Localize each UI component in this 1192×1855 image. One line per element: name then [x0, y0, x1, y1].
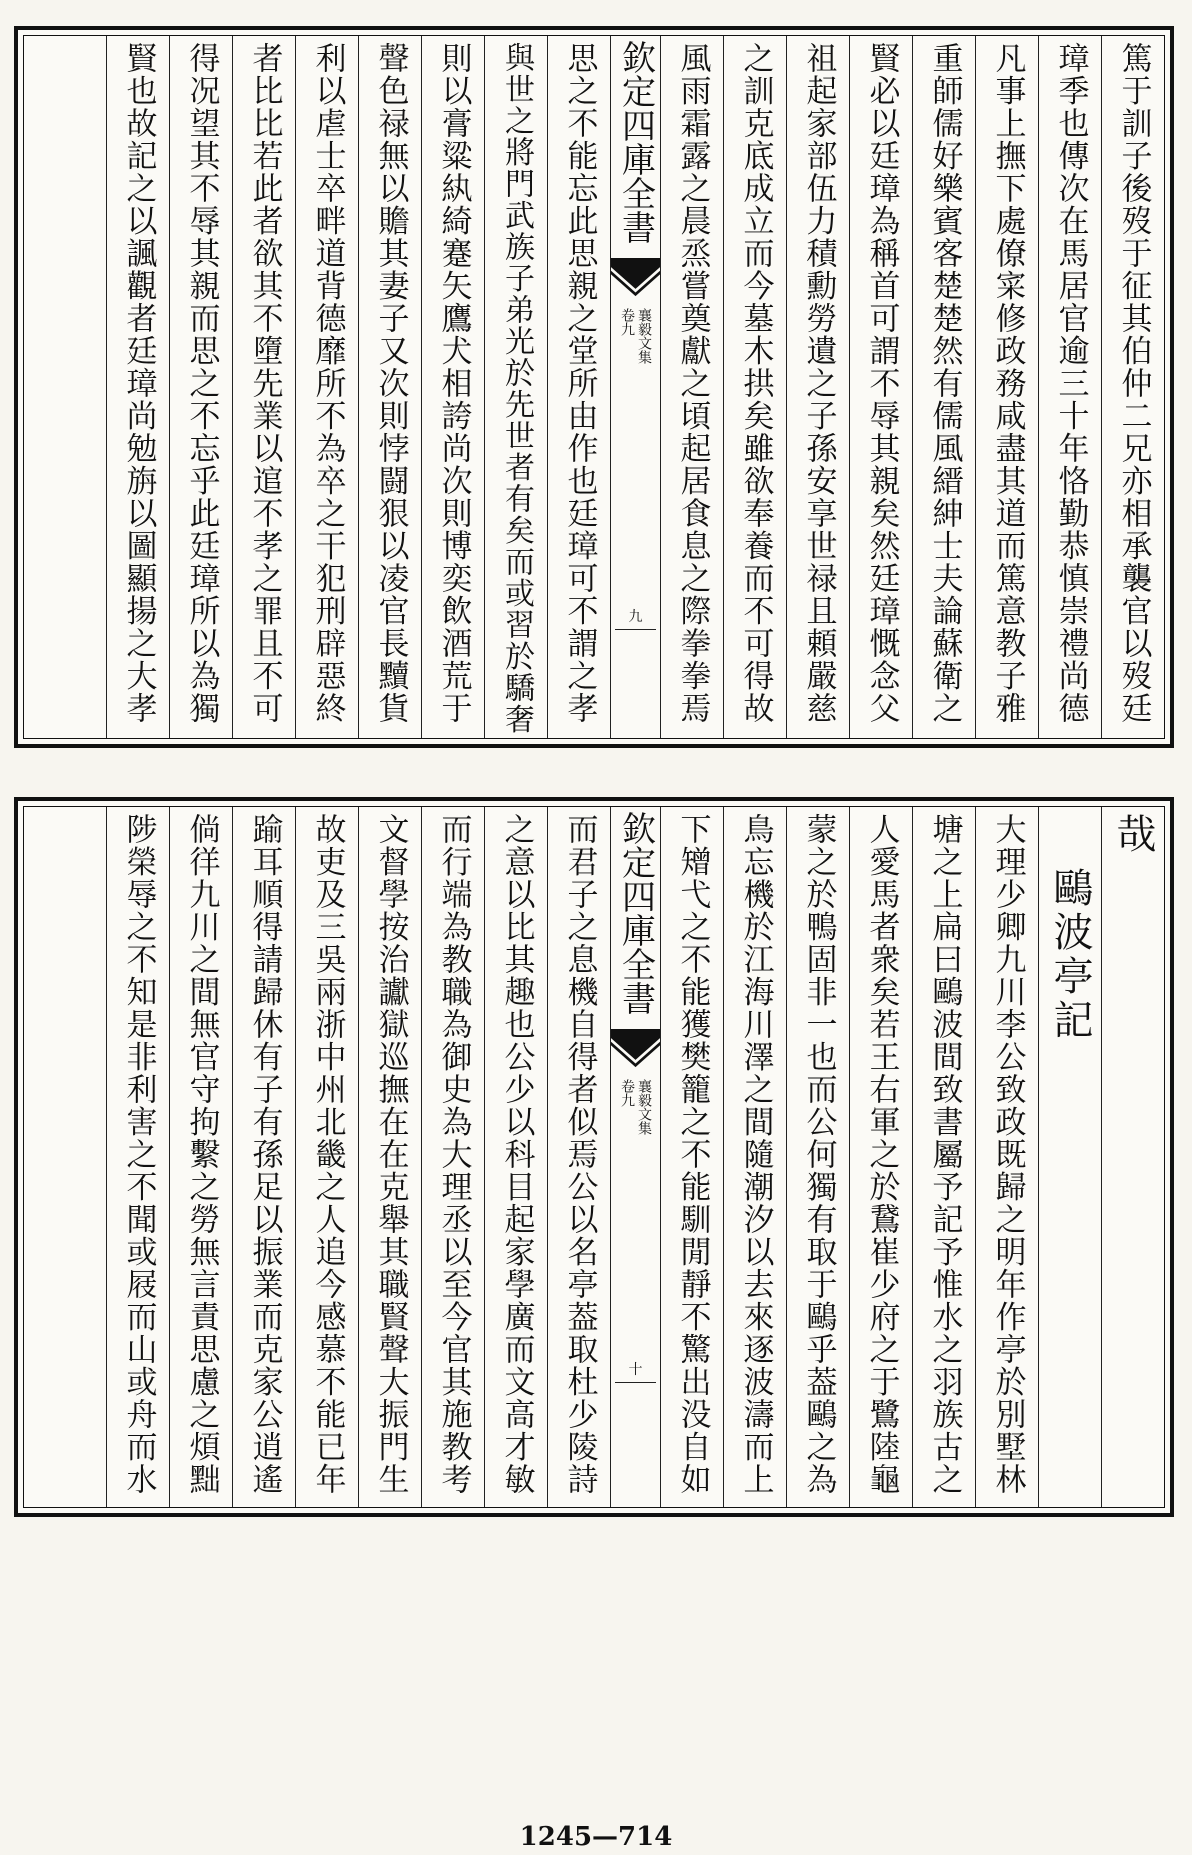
leaf-number-rule	[615, 1382, 656, 1383]
text-column	[232, 807, 295, 1507]
text-column	[1101, 36, 1164, 738]
column-text: 思之不能忘此思親之堂所由作也廷璋可不謂之孝	[561, 42, 598, 725]
text-column	[358, 36, 421, 738]
text-column	[358, 807, 421, 1507]
column-text: 者比比若此者欲其不墮先業以逭不孝之罪且不可	[246, 42, 283, 725]
text-column	[421, 807, 484, 1507]
text-column	[169, 807, 232, 1507]
column-text: 下矰弋之不能獲樊籠之不能馴閒靜不驚出没自如	[674, 813, 711, 1496]
column-text: 踰耳順得請歸休有子有孫足以振業而克家公逍遙	[246, 813, 283, 1496]
column-text: 重師儒好樂賓客楚楚然有儒風縉紳士夫論蘇衛之	[926, 42, 963, 725]
column-text: 賢必以廷璋為稱首可謂不辱其親矣然廷璋慨念父	[863, 42, 900, 725]
text-column	[975, 807, 1038, 1507]
leaf-number: 九	[628, 609, 643, 625]
text-column	[169, 36, 232, 738]
column-text: 哉	[1110, 813, 1156, 855]
text-column	[547, 807, 610, 1507]
column-text: 大理少卿九川李公致政既歸之明年作亭於別墅林	[989, 813, 1026, 1496]
column-text: 塘之上扁曰鷗波間致書屬予記予惟水之羽族古之	[926, 813, 963, 1496]
column-text: 賢也故記之以諷觀者廷璋尚勉旃以圖顯揚之大孝	[120, 42, 157, 725]
fish-tail-mark	[611, 258, 660, 298]
column-text: 故吏及三吳兩浙中州北畿之人追今感慕不能已年	[309, 813, 346, 1496]
book-title: 欽定四庫全書	[615, 811, 656, 1015]
page-inner-frame	[23, 806, 1165, 1508]
essay-title: 鷗波亭記	[1047, 867, 1093, 1043]
page-inner-frame	[23, 35, 1165, 739]
text-column	[1038, 36, 1101, 738]
column-text: 則以膏粱紈綺蹇矢鷹犬相誇尚次則博奕飲酒荒于	[435, 42, 472, 725]
collection-label	[620, 308, 651, 364]
column-text: 文督學按治讞獄巡撫在在克舉其職賢聲大振門生	[372, 813, 409, 1496]
text-column	[849, 36, 912, 738]
column-text: 人愛馬者衆矣若王右軍之於鵞崔少府之于鷺陸龜	[863, 813, 900, 1496]
collection-label-part: 襄毅文集	[636, 1079, 652, 1135]
text-column	[660, 807, 723, 1507]
collection-label	[620, 1079, 651, 1135]
collection-label-part: 襄毅文集	[636, 308, 652, 364]
column-text: 篤于訓子後歿于征其伯仲二兄亦相承襲官以歿廷	[1115, 42, 1152, 725]
column-text: 祖起家部伍力積勳勞遺之子孫安享世禄且頼嚴慈	[800, 42, 837, 725]
text-column	[660, 36, 723, 738]
bottom-page-panel	[14, 797, 1174, 1517]
text-column	[975, 36, 1038, 738]
text-column	[786, 807, 849, 1507]
column-text: 凡事上撫下處僚寀修政務咸盡其道而篤意教子雅	[989, 42, 1026, 725]
column-text: 蒙之於鴨固非一也而公何獨有取于鷗乎葢鷗之為	[800, 813, 837, 1496]
text-column	[295, 36, 358, 738]
leaf-number-rule	[615, 629, 656, 630]
text-column	[912, 807, 975, 1507]
text-column	[786, 36, 849, 738]
text-column	[295, 807, 358, 1507]
column-text: 聲色禄無以贍其妻子又次則悖闘狠以凌官長黷貨	[372, 42, 409, 725]
text-column	[849, 807, 912, 1507]
essay-title-column	[1038, 807, 1101, 1507]
text-column	[421, 36, 484, 738]
column-text: 璋季也傳次在馬居官逾三十年恪勤恭慎崇禮尚德	[1052, 42, 1089, 725]
column-text: 得况望其不辱其親而思之不忘乎此廷璋所以為獨	[183, 42, 220, 725]
column-text: 倘徉九川之間無官守拘繫之勞無言責思慮之煩黜	[183, 813, 220, 1496]
text-column	[106, 807, 169, 1507]
text-column	[106, 36, 169, 738]
center-fold-column	[610, 807, 660, 1507]
text-column	[723, 36, 786, 738]
center-fold-column	[610, 36, 660, 738]
column-text: 鳥忘機於江海川澤之間隨潮汐以去來逐波濤而上	[737, 813, 774, 1496]
column-text: 與世之將門武族子弟光於先世者有矣而或習於驕奢	[499, 42, 534, 735]
text-column	[912, 36, 975, 738]
collection-label-part: 卷九	[619, 308, 635, 336]
column-text: 陟榮辱之不知是非利害之不聞或屐而山或舟而水	[120, 813, 157, 1496]
top-page-panel	[14, 26, 1174, 748]
column-text: 而行端為教職為御史為大理丞以至今官其施教考	[435, 813, 472, 1496]
column-text: 而君子之息機自得者似焉公以名亭葢取杜少陵詩	[561, 813, 598, 1496]
leaf-number: 十	[628, 1362, 643, 1378]
column-text: 之訓克底成立而今墓木拱矣雖欲奉養而不可得故	[737, 42, 774, 725]
text-column	[232, 36, 295, 738]
column-text: 之意以比其趣也公少以科目起家學廣而文高才敏	[498, 813, 535, 1496]
catalog-number: 1245—714	[519, 1822, 673, 1852]
fish-tail-mark	[611, 1029, 660, 1069]
text-column	[723, 807, 786, 1507]
text-column	[484, 36, 547, 738]
column-text: 利以虐士卒畔道背德靡所不為卒之干犯刑辟惡終	[309, 42, 346, 725]
book-title: 欽定四庫全書	[615, 40, 656, 244]
text-column	[547, 36, 610, 738]
collection-label-part: 卷九	[619, 1079, 635, 1107]
text-column	[1101, 807, 1164, 1507]
text-column	[484, 807, 547, 1507]
column-text: 風雨霜露之晨烝嘗奠獻之頃起居食息之際拳拳焉	[674, 42, 711, 725]
